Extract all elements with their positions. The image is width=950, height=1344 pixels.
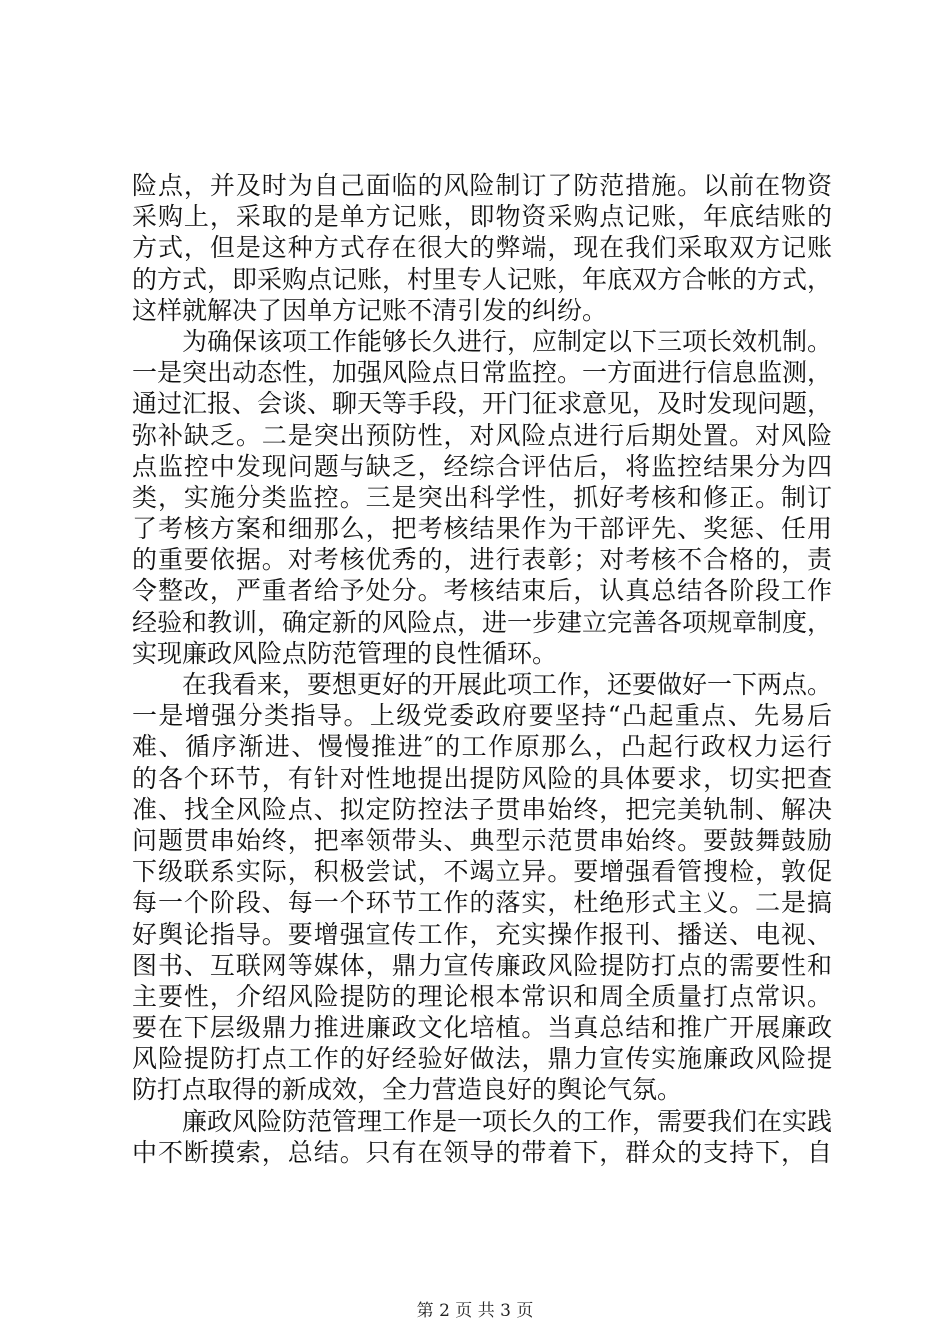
text-line: 风险提防打点工作的好经验好做法，鼎力宣传实施廉政风险提	[132, 1044, 832, 1074]
text-line: 中不断摸索，总结。只有在领导的带着下，群众的支持下，自	[132, 1137, 832, 1167]
text-line: 弥补缺乏。二是突出预防性，对风险点进行后期处置。对风险	[132, 420, 832, 450]
text-line: 经验和教训，确定新的风险点，进一步建立完善各项规章制度，	[132, 607, 832, 637]
text-line: 类，实施分类监控。三是突出科学性，抓好考核和修正。制订	[132, 482, 832, 512]
text-line: 每一个阶段、每一个环节工作的落实，杜绝形式主义。二是搞	[132, 888, 832, 918]
text-line: 防打点取得的新成效，全力营造良好的舆论气氛。	[132, 1075, 683, 1105]
text-line: 这样就解决了因单方记账不清引发的纠纷。	[132, 295, 608, 325]
text-line: 廉政风险防范管理工作是一项长久的工作，需要我们在实践	[182, 1106, 832, 1136]
text-line: 采购上，采取的是单方记账，即物资采购点记账，年底结账的	[132, 202, 832, 232]
text-line: 在我看来，要想更好的开展此项工作，还要做好一下两点。	[182, 670, 832, 699]
text-line: 准、找全风险点、拟定防控法子贯串始终，把完美轨制、解决	[132, 794, 832, 824]
text-line: 险点，并及时为自己面临的风险制订了防范措施。以前在物资	[132, 171, 832, 200]
text-line: 方式，但是这种方式存在很大的弊端，现在我们采取双方记账	[132, 233, 832, 263]
text-line: 问题贯串始终，把率领带头、典型示范贯串始终。要鼓舞鼓励	[132, 825, 832, 855]
text-line: 一是增强分类指导。上级党委政府要坚持“凸起重点、先易后	[132, 701, 832, 731]
text-line: 主要性，介绍风险提防的理论根本常识和周全质量打点常识。	[132, 981, 832, 1011]
text-line: 实现廉政风险点防范管理的良性循环。	[132, 638, 558, 668]
text-line: 下级联系实际，积极尝试，不竭立异。要增强看管搜检，敦促	[132, 857, 832, 887]
text-line: 的各个环节，有针对性地提出提防风险的具体要求，切实把查	[132, 763, 832, 793]
text-line: 令整改，严重者给予处分。考核结束后，认真总结各阶段工作	[132, 576, 832, 606]
text-line: 点监控中发现问题与缺乏，经综合评估后，将监控结果分为四	[132, 451, 832, 481]
text-line: 要在下层级鼎力推进廉政文化培植。当真总结和推广开展廉政	[132, 1013, 832, 1043]
document-body	[132, 170, 832, 1168]
page-number-label: 第 2 页 共 3 页	[416, 1301, 534, 1321]
text-line: 的重要依据。对考核优秀的，进行表彰；对考核不合格的，责	[132, 545, 832, 575]
text-line: 图书、互联网等媒体，鼎力宣传廉政风险提防打点的需要性和	[132, 950, 832, 980]
text-line: 了考核方案和细那么，把考核结果作为干部评先、奖惩、任用	[132, 514, 832, 544]
page-footer	[0, 1296, 950, 1321]
text-line: 为确保该项工作能够长久进行，应制定以下三项长效机制。	[182, 326, 832, 356]
text-line: 通过汇报、会谈、聊天等手段，开门征求意见，及时发现问题，	[132, 389, 832, 419]
text-line: 难、循序渐进、慢慢推进″的工作原那么，凸起行政权力运行	[132, 732, 832, 762]
text-line: 的方式，即采购点记账，村里专人记账，年底双方合帐的方式，	[132, 264, 832, 294]
text-line: 好舆论指导。要增强宣传工作，充实操作报刊、播送、电视、	[132, 919, 832, 949]
text-line: 一是突出动态性，加强风险点日常监控。一方面进行信息监测，	[132, 358, 832, 388]
